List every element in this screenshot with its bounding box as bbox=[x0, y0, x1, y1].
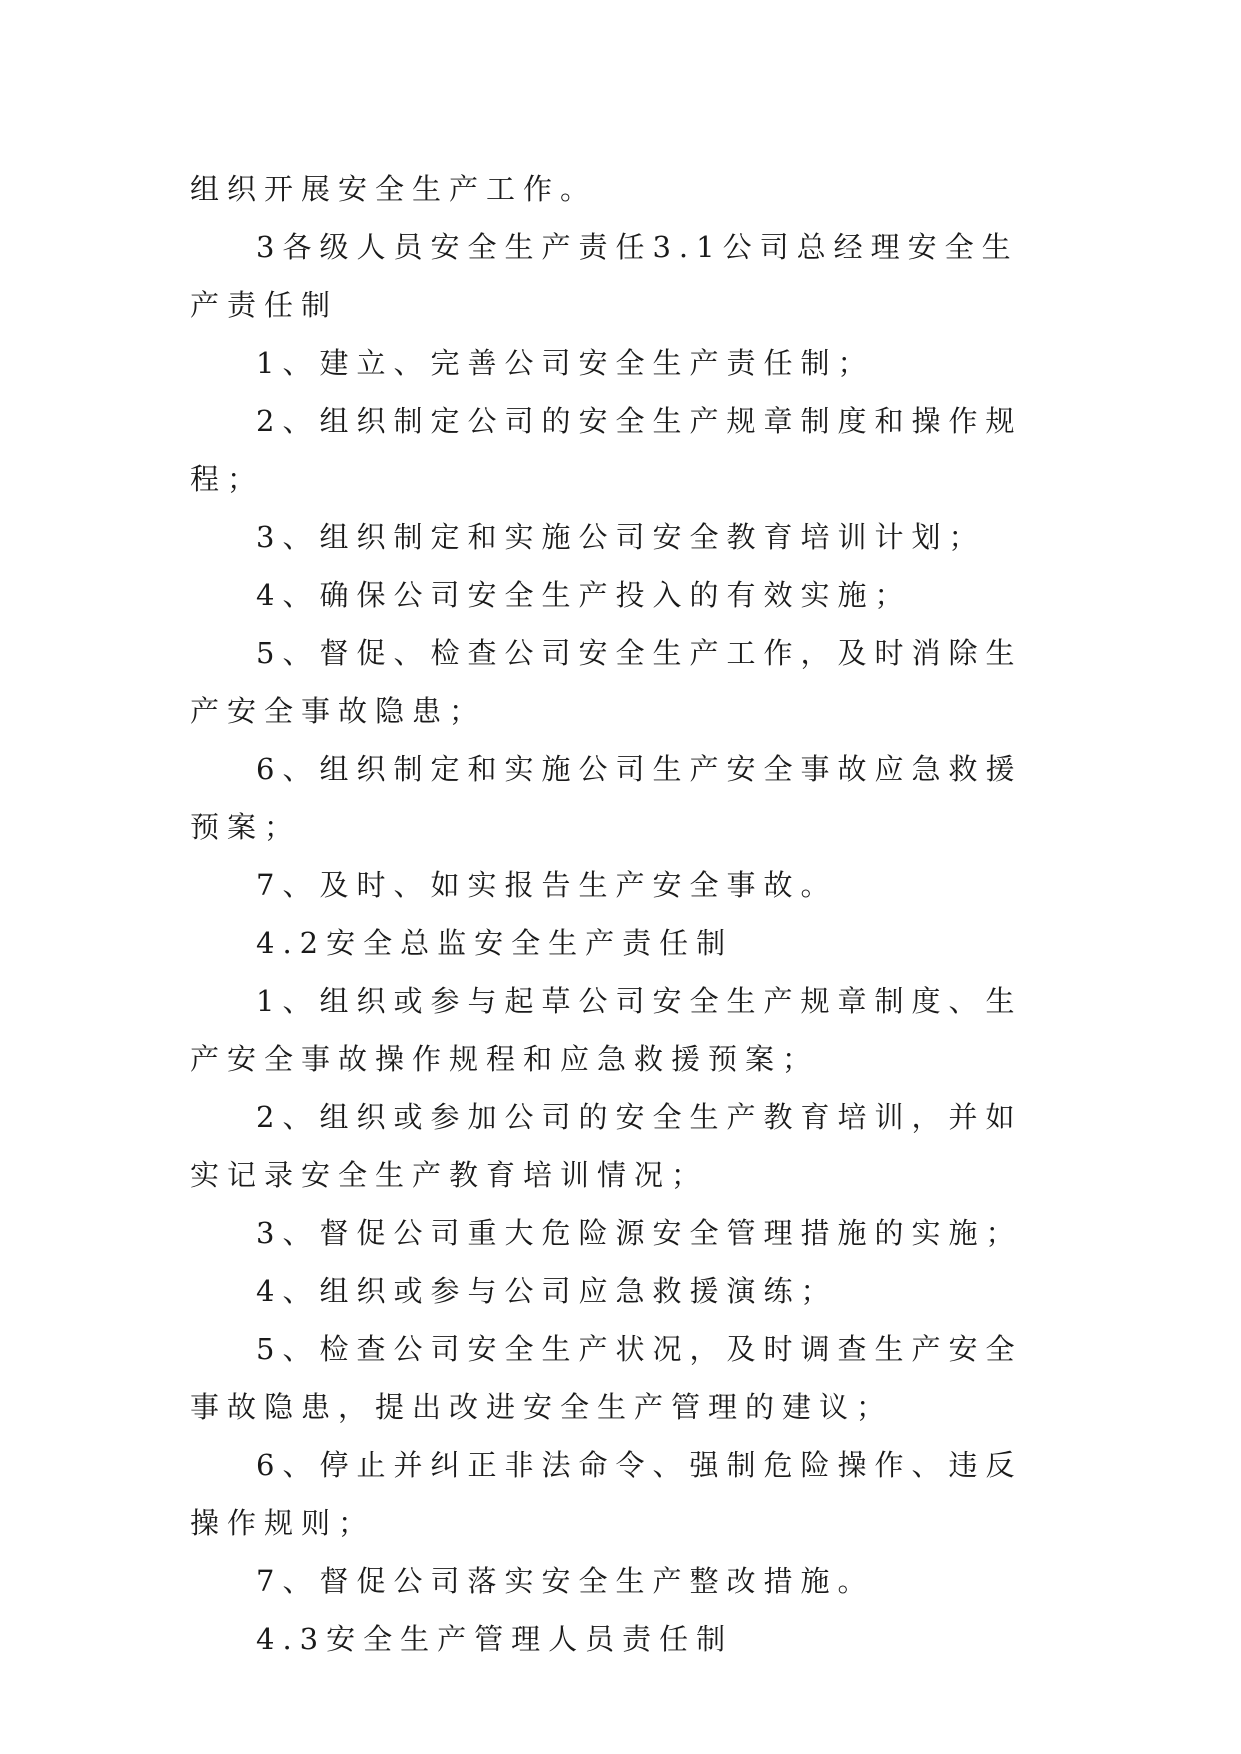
paragraph-continuation: 组织开展安全生产工作。 bbox=[190, 172, 598, 206]
list-item: 2、组织或参加公司的安全生产教育培训，并如实记录安全生产教育培训情况； bbox=[190, 1100, 1023, 1192]
document-body bbox=[190, 160, 1054, 1668]
list-item: 6、组织制定和实施公司生产安全事故应急救援预案； bbox=[190, 752, 1023, 844]
list-item: 1、组织或参与起草公司安全生产规章制度、生产安全事故操作规程和应急救援预案； bbox=[190, 984, 1023, 1076]
list-item: 3、督促公司重大危险源安全管理措施的实施； bbox=[256, 1216, 1023, 1250]
list-item: 4、组织或参与公司应急救援演练； bbox=[256, 1274, 838, 1308]
list-item: 5、督促、检查公司安全生产工作，及时消除生产安全事故隐患； bbox=[190, 636, 1023, 728]
list-item: 2、组织制定公司的安全生产规章制度和操作规程； bbox=[190, 404, 1023, 496]
list-item: 5、检查公司安全生产状况，及时调查生产安全事故隐患，提出改进安全生产管理的建议； bbox=[190, 1332, 1023, 1424]
list-item: 7、督促公司落实安全生产整改措施。 bbox=[256, 1564, 875, 1598]
section-heading-3: 3各级人员安全生产责任3.1公司总经理安全生产责任制 bbox=[190, 230, 1019, 322]
list-item: 3、组织制定和实施公司安全教育培训计划； bbox=[256, 520, 986, 554]
list-item: 4、确保公司安全生产投入的有效实施； bbox=[256, 578, 912, 612]
list-item: 7、及时、如实报告生产安全事故。 bbox=[256, 868, 838, 902]
list-item: 6、停止并纠正非法命令、强制危险操作、违反操作规则； bbox=[190, 1448, 1023, 1540]
list-item: 1、建立、完善公司安全生产责任制； bbox=[256, 346, 875, 380]
section-heading-4-3: 4.3安全生产管理人员责任制 bbox=[256, 1622, 734, 1656]
section-heading-4-2: 4.2安全总监安全生产责任制 bbox=[256, 926, 734, 960]
